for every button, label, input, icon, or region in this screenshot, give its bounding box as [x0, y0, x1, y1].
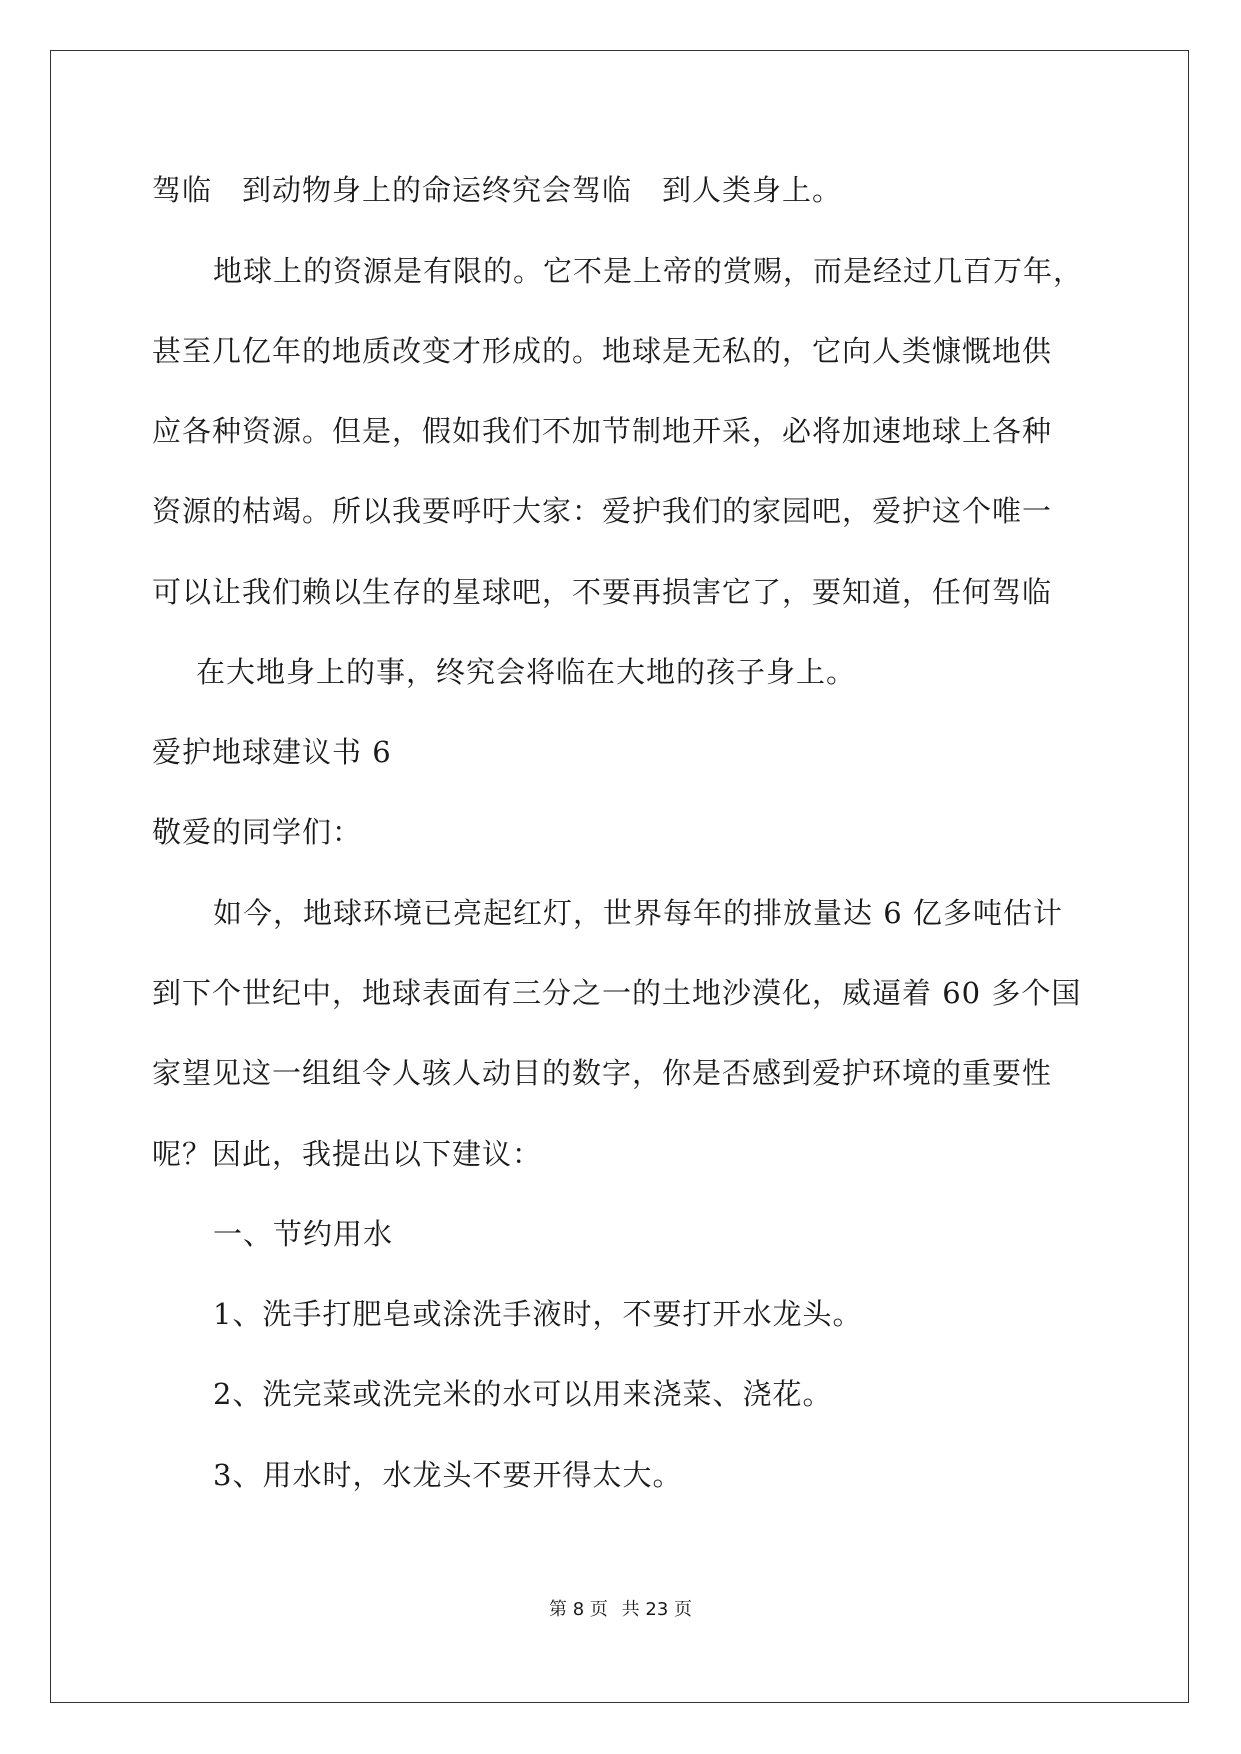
salutation: 敬爱的同学们：	[152, 815, 363, 849]
section-heading: 爱护地球建议书 6	[152, 735, 392, 769]
subheading: 一、节约用水	[213, 1217, 394, 1251]
text-line: 在大地身上的事，终究会将临在大地的孩子身上。	[196, 655, 857, 689]
list-item: 3、用水时，水龙头不要开得太大。	[213, 1458, 683, 1492]
text-line: 应各种资源。但是，假如我们不加节制地开采，必将加速地球上各种	[152, 414, 1053, 448]
text-line: 资源的枯竭。所以我要呼吁大家：爱护我们的家园吧，爱护这个唯一	[152, 494, 1053, 528]
text-line: 家望见这一组组令人骇人动目的数字，你是否感到爱护环境的重要性	[152, 1056, 1053, 1090]
list-item: 1、洗手打肥皂或涂洗手液时，不要打开水龙头。	[213, 1297, 863, 1331]
list-item: 2、洗完菜或洗完米的水可以用来浇菜、浇花。	[213, 1377, 833, 1411]
text-line: 甚至几亿年的地质改变才形成的。地球是无私的，它向人类慷慨地供	[152, 334, 1053, 368]
text-line: 可以让我们赖以生存的星球吧，不要再损害它了，要知道，任何驾临	[152, 575, 1053, 609]
text-line: 驾临 到动物身上的命运终究会驾临 到人类身上。	[152, 173, 843, 207]
paragraph-start-line: 如今，地球环境已亮起红灯，世界每年的排放量达 6 亿多吨估计	[213, 896, 1063, 930]
text-line: 呢？因此，我提出以下建议：	[152, 1137, 543, 1171]
page-number: 第 8 页	[549, 1599, 608, 1620]
paragraph-start-line: 地球上的资源是有限的。它不是上帝的赏赐，而是经过几百万年，	[213, 254, 1084, 288]
page-total: 共 23 页	[621, 1599, 692, 1620]
page-footer	[0, 1598, 1241, 1622]
text-line: 到下个世纪中，地球表面有三分之一的土地沙漠化，威逼着 60 多个国	[152, 976, 1082, 1010]
